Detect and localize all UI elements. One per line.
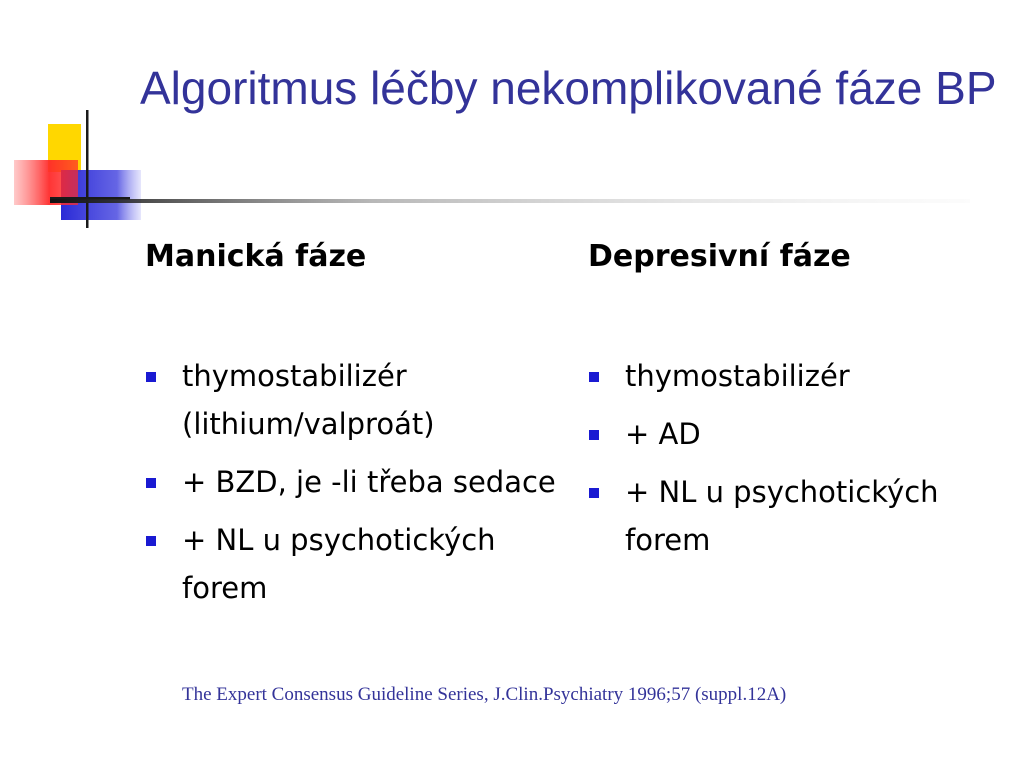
citation-reference: The Expert Consensus Guideline Series, J.Clin.Psychiatry 1996;57 (suppl.12A) <box>182 684 787 705</box>
slide-title: Algoritmus léčby nekomplikované fáze BP <box>140 62 997 114</box>
list-item <box>588 352 1008 400</box>
square-bullet-icon <box>589 372 599 382</box>
list-item-text: thymostabilizér <box>625 359 850 393</box>
list-item <box>588 468 1008 564</box>
title-underline-rule <box>50 199 970 203</box>
list-item <box>145 516 565 612</box>
list-item-text: + AD <box>625 417 701 451</box>
square-bullet-icon <box>146 536 156 546</box>
square-bullet-icon <box>146 478 156 488</box>
square-bullet-icon <box>146 372 156 382</box>
list-item <box>145 352 565 448</box>
bullet-list <box>145 352 565 622</box>
list-item <box>588 410 1008 458</box>
column-heading: Depresivní fáze <box>588 239 851 274</box>
square-bullet-icon <box>589 488 599 498</box>
logo-vertical-line <box>86 110 89 228</box>
column-heading: Manická fáze <box>145 239 367 274</box>
column-manic-phase <box>145 232 565 605</box>
list-item-text: + BZD, je -li třeba sedace <box>182 465 556 499</box>
bullet-list <box>588 352 1008 574</box>
decorative-corner-logo-icon <box>0 0 150 240</box>
column-depressive-phase <box>588 232 1008 557</box>
list-item <box>145 458 565 506</box>
list-item-text: + NL u psychotických forem <box>182 523 496 605</box>
list-item-text: + NL u psychotických forem <box>625 475 939 557</box>
list-item-text: thymostabilizér (lithium/valproát) <box>182 359 435 441</box>
square-bullet-icon <box>589 430 599 440</box>
